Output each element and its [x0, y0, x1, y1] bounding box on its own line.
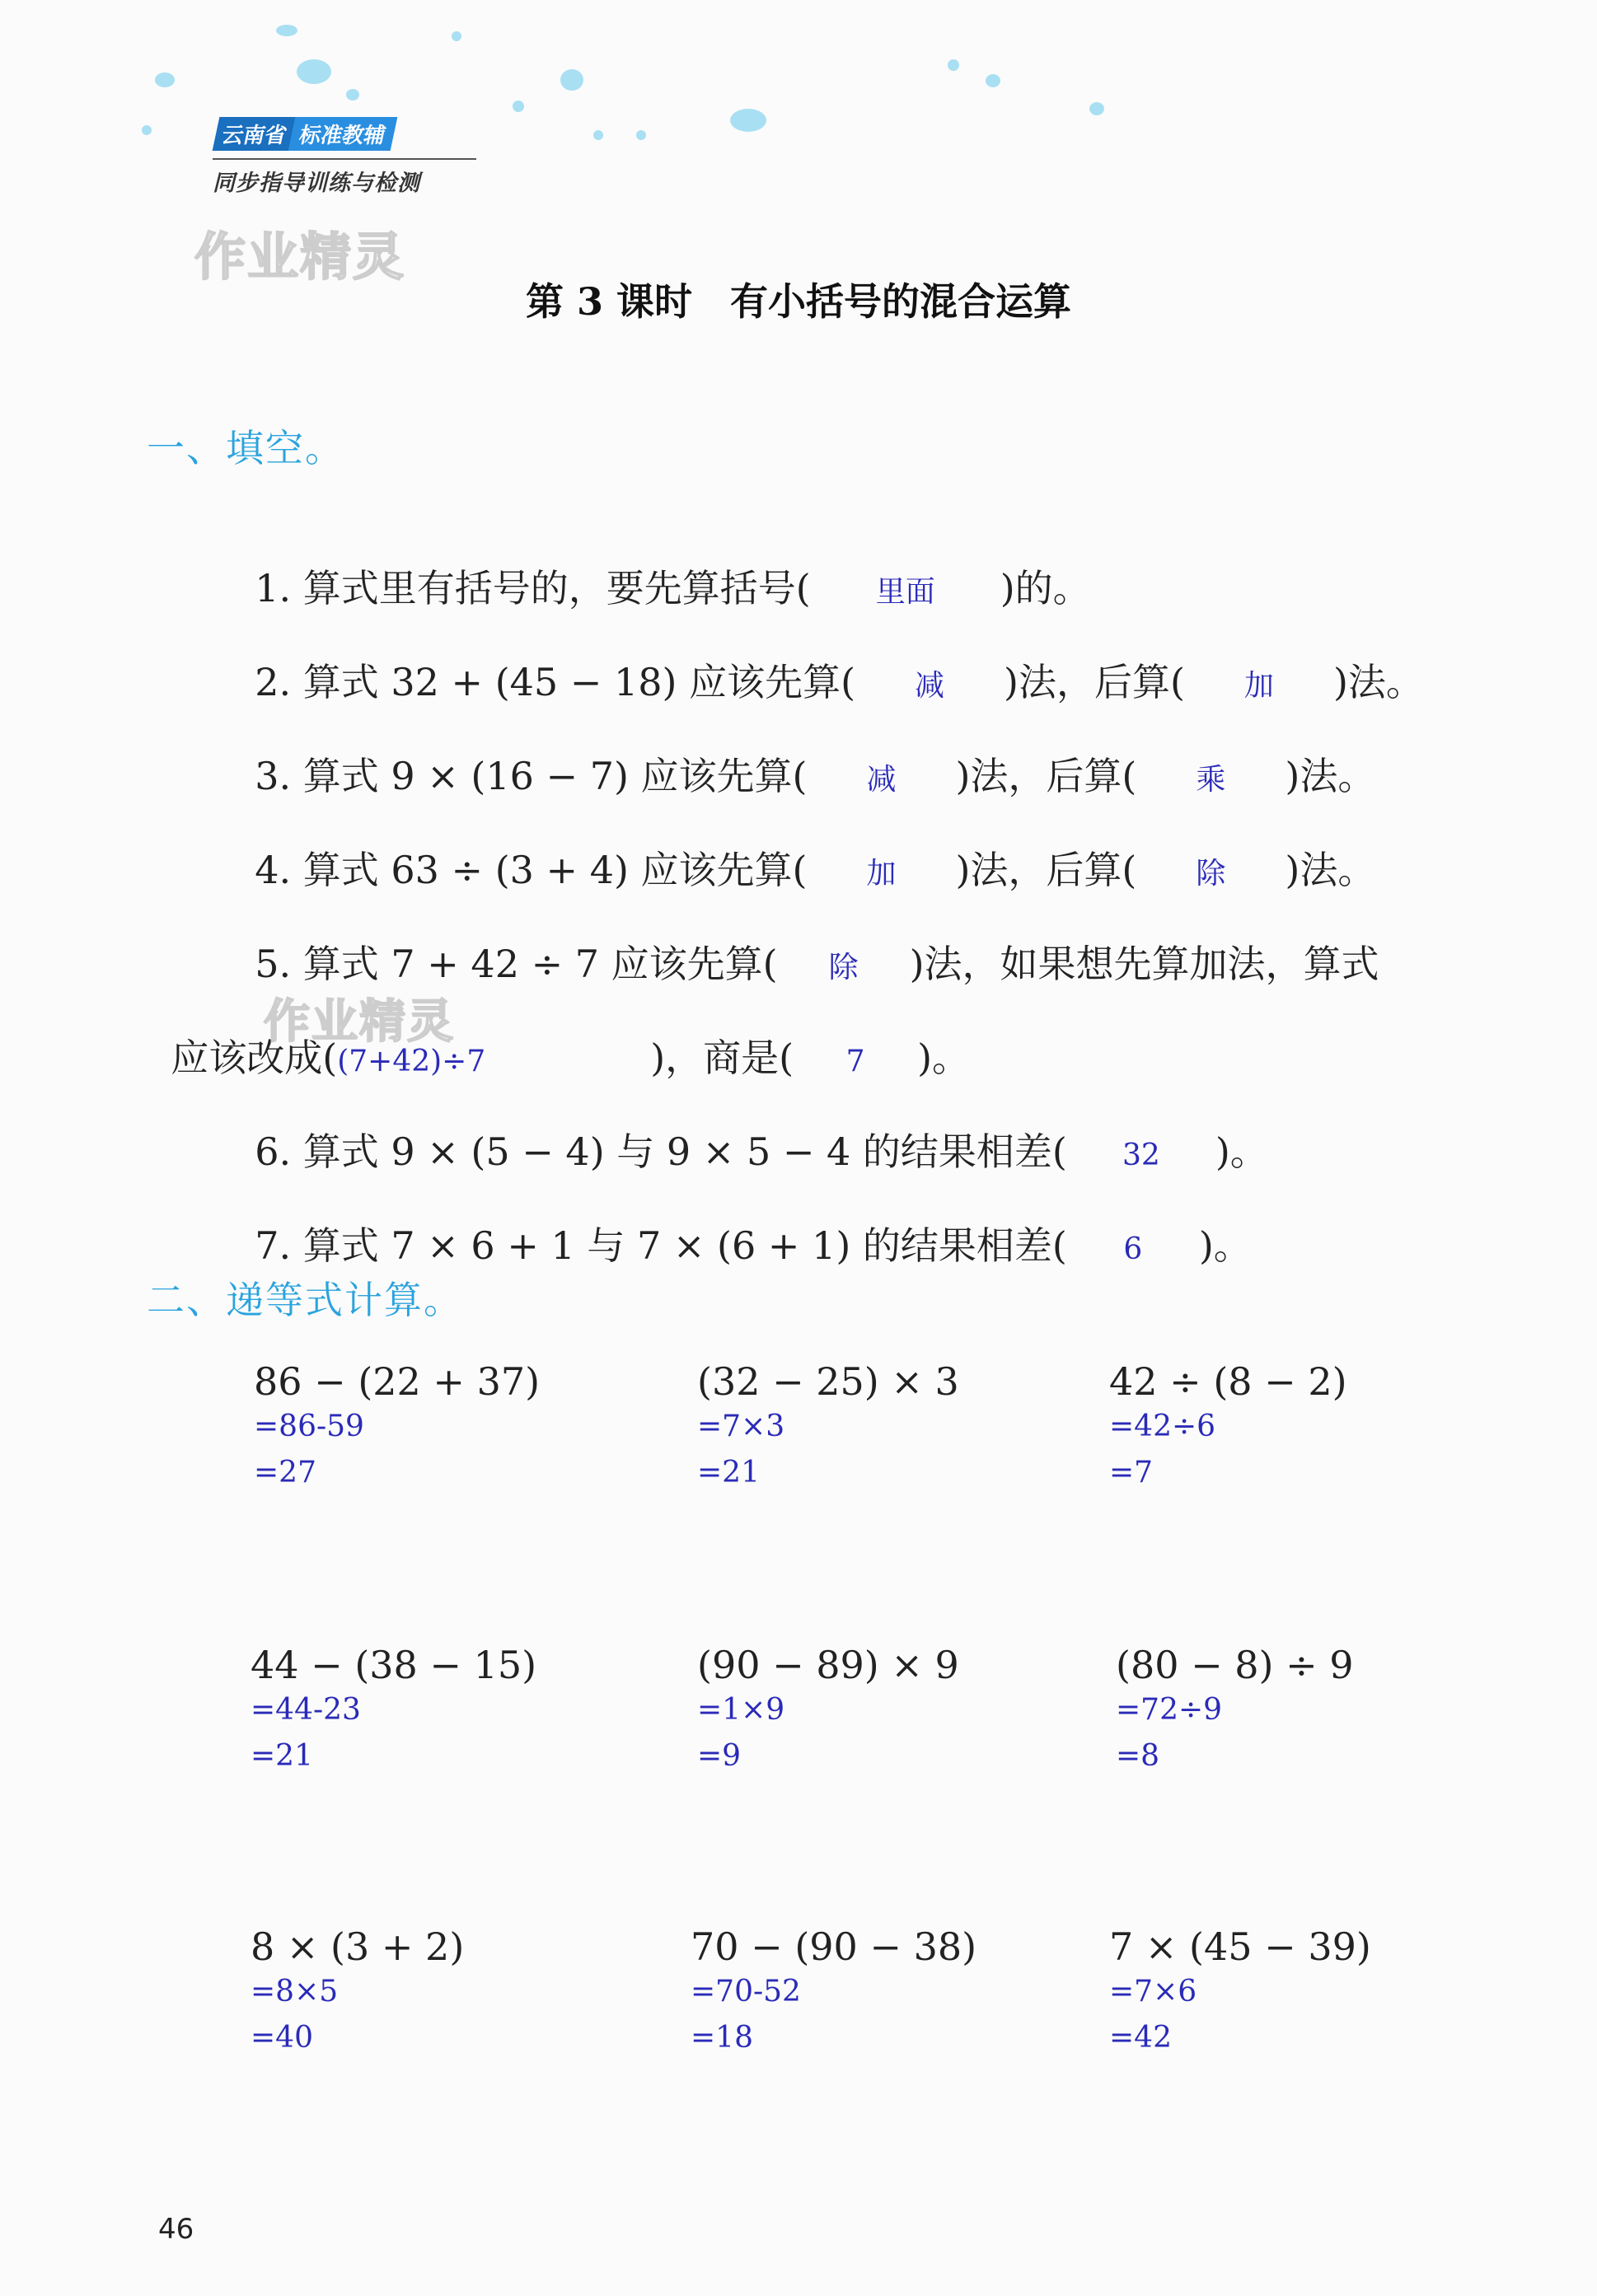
q5-answer-1: 除: [828, 951, 859, 984]
q3-text-end: )法。: [1285, 754, 1376, 798]
q7-text-end: )。: [1198, 1223, 1252, 1268]
q4-answer-2: 除: [1196, 857, 1226, 891]
calc-expression: (32 − 25) × 3: [697, 1359, 959, 1404]
q1-answer: 里面: [875, 575, 935, 609]
calc-problem-2: [697, 1359, 959, 1496]
brand-tag-province: 云南省: [213, 117, 297, 151]
question-2: [231, 608, 1424, 711]
calc-problem-4: [251, 1643, 536, 1779]
q5-text-line2-end: )。: [917, 1036, 971, 1080]
calc-step-2: =27: [254, 1456, 316, 1489]
calc-step-2: =7: [1109, 1456, 1154, 1489]
q5-text-mid: )法，如果想先算加法，算式: [909, 942, 1379, 986]
calc-expression: 70 − (90 − 38): [691, 1924, 977, 1969]
section-heading-step-calc: 二、递等式计算。: [147, 1278, 463, 1322]
calc-step-2: =40: [251, 2021, 313, 2055]
q4-text-end: )法。: [1285, 848, 1376, 892]
q1-text: 1. 算式里有括号的，要先算括号(: [255, 566, 811, 610]
calc-problem-1: [254, 1359, 540, 1496]
calc-expression: 44 − (38 − 15): [251, 1643, 537, 1687]
calc-problem-7: [251, 1924, 464, 2061]
calc-step-1: =70-52: [691, 1975, 801, 2008]
calc-step-2: =18: [691, 2021, 753, 2055]
q7-answer: 6: [1123, 1232, 1143, 1266]
q5-text: 5. 算式 7 + 42 ÷ 7 应该先算(: [255, 942, 778, 986]
calc-step-1: =7×3: [697, 1410, 785, 1443]
calc-step-2: =21: [251, 1739, 313, 1773]
calc-step-2: =8: [1116, 1739, 1160, 1773]
brand-tag-series: 标准教辅: [288, 117, 398, 151]
calc-expression: (80 − 8) ÷ 9: [1116, 1643, 1354, 1687]
question-3: [231, 702, 1375, 805]
q3-text-mid: )法，后算(: [955, 754, 1137, 798]
header-brand: [213, 115, 476, 198]
question-1: [231, 514, 1091, 617]
calc-step-1: =86-59: [254, 1410, 364, 1443]
calc-step-1: =72÷9: [1116, 1693, 1223, 1727]
calc-step-2: =21: [697, 1456, 760, 1489]
q2-answer-2: 加: [1243, 669, 1274, 703]
calc-expression: 86 − (22 + 37): [254, 1359, 541, 1404]
calc-step-2: =42: [1109, 2021, 1172, 2055]
calc-step-1: =1×9: [697, 1693, 785, 1727]
q5-answer-2: (7+42)÷7: [337, 1045, 486, 1078]
q3-text: 3. 算式 9 × (16 − 7) 应该先算(: [255, 754, 808, 798]
q3-answer-2: 乘: [1196, 763, 1226, 797]
q5-answer-3: 7: [845, 1045, 865, 1078]
q6-text: 6. 算式 9 × (5 − 4) 与 9 × 5 − 4 的结果相差(: [255, 1129, 1067, 1174]
q6-text-end: )。: [1215, 1129, 1268, 1174]
calc-expression: 8 × (3 + 2): [251, 1924, 465, 1969]
watermark: 作业精灵: [194, 227, 406, 287]
question-4: [231, 796, 1375, 899]
calc-problem-8: [691, 1924, 976, 2061]
q7-text: 7. 算式 7 × 6 + 1 与 7 × (6 + 1) 的结果相差(: [255, 1223, 1067, 1268]
watermark-inline: 作业精灵: [264, 995, 455, 1049]
section-heading-fill-blank: 一、填空。: [147, 426, 344, 470]
page-title: 第 3 课时 有小括号的混合运算: [525, 279, 1072, 324]
q3-answer-1: 减: [866, 763, 897, 797]
calc-problem-5: [697, 1643, 959, 1779]
question-5-line-1: [231, 890, 1379, 993]
q1-text-end: )的。: [1000, 566, 1091, 610]
q6-answer: 32: [1122, 1139, 1160, 1172]
brand-subtitle: 同步指导训练与检测: [213, 158, 476, 197]
calc-expression: 42 ÷ (8 − 2): [1109, 1359, 1347, 1404]
page-number: 46: [158, 2213, 194, 2246]
question-6: [231, 1078, 1268, 1181]
calc-problem-3: [1109, 1359, 1347, 1496]
calc-step-1: =44-23: [251, 1693, 361, 1727]
calc-step-1: =42÷6: [1109, 1410, 1216, 1443]
calc-expression: (90 − 89) × 9: [697, 1643, 959, 1687]
q5-text-line2-mid: )，商是(: [650, 1036, 794, 1080]
q5-text-line2: 应该改成(: [171, 1036, 338, 1080]
calc-problem-6: [1116, 1643, 1354, 1779]
calc-step-2: =9: [697, 1739, 742, 1773]
calc-step-1: =8×5: [251, 1975, 339, 2008]
calc-problem-9: [1109, 1924, 1371, 2061]
q4-answer-1: 加: [866, 857, 897, 891]
q2-text: 2. 算式 32 + (45 − 18) 应该先算(: [255, 660, 856, 704]
q2-text-mid: )法，后算(: [1004, 660, 1185, 704]
q4-text-mid: )法，后算(: [955, 848, 1137, 892]
question-7: [231, 1171, 1252, 1274]
calc-expression: 7 × (45 − 39): [1109, 1924, 1371, 1969]
q2-answer-1: 减: [915, 669, 945, 703]
calc-step-1: =7×6: [1109, 1975, 1197, 2008]
q2-text-end: )法。: [1332, 660, 1424, 704]
q4-text: 4. 算式 63 ÷ (3 + 4) 应该先算(: [255, 848, 808, 892]
